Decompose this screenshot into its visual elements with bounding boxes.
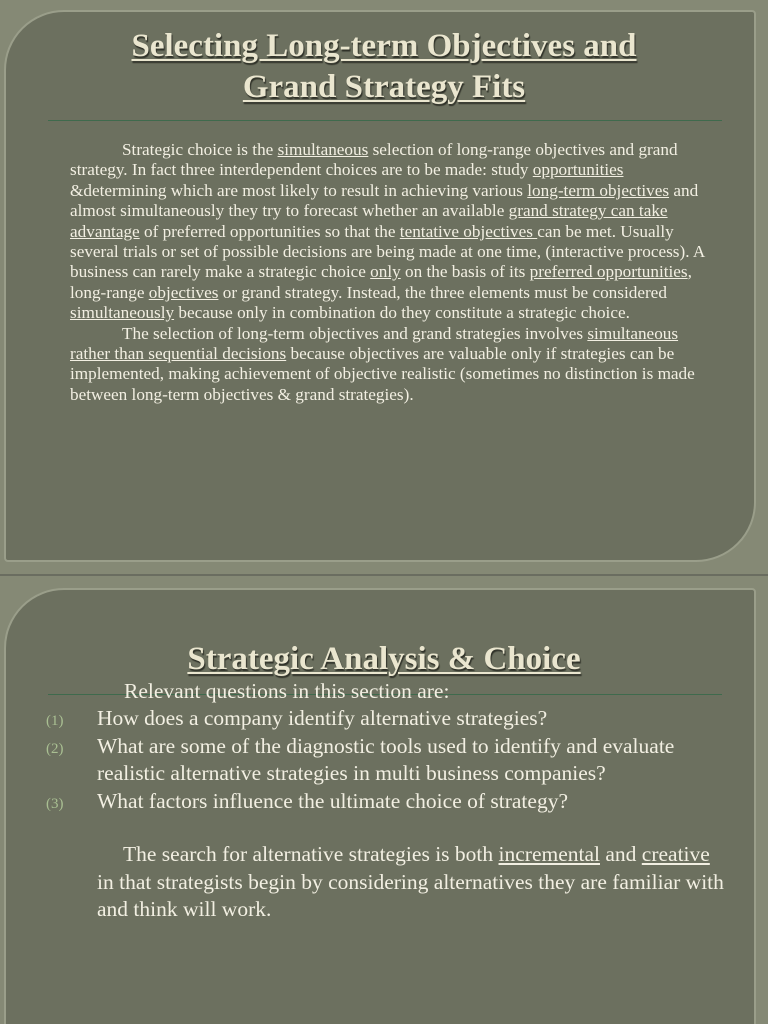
paragraph-1-text: of preferred opportunities so that the [139,221,400,241]
list-item-text: What factors influence the ultimate choice of strategy? [97,788,568,813]
paragraph-1-text: Strategic choice is the [122,140,278,159]
closing-underlined-text: creative [641,842,710,866]
closing-underlined-text: incremental [498,842,600,866]
paragraph-2-text: The selection of long-term objectives and grand strategies involves [122,323,588,343]
paragraph-1-underlined-text: objectives [148,282,219,302]
list-number: (1) [46,713,64,729]
paragraph-1-underlined-text: grand strategy can take advantage [70,201,668,241]
paragraph-1-text: because only in combination do they constitute a strategic choice. [174,303,630,323]
title-divider [48,120,722,121]
paragraph-1-underlined-text: opportunities [532,160,624,180]
paragraph-1-text: or grand strategy. Instead, the three elements must be considered [218,282,667,302]
closing-text: and [600,842,642,866]
list-number: (2) [46,740,64,757]
paragraph-2-text: because objectives are valuable only if strategies can be implemented, making achievement of objective realistic (sometimes no distinction is made between long-term objectives & grand strategies). [70,344,695,404]
paragraph-1-text: on the basis of its [400,262,530,282]
paragraph-1-text: and almost simultaneously they try to forecast whether an available [70,180,699,221]
closing-text: The search for alternative strategies is both [123,842,499,866]
paragraph-1-text: can be met. Usually several trials or set of possible decisions are being made at one time, (interactive process). A business can rarely make a strategic choice [70,221,705,282]
list-number: (3) [46,795,64,812]
closing-paragraph [97,841,727,924]
list-item [46,705,726,733]
slide-1-body [70,140,720,405]
list-item [46,788,726,816]
paragraph-2 [70,324,720,406]
paragraph-1-underlined-text: long-term objectives [527,180,670,200]
paragraph-1-underlined-text: only [370,262,401,282]
paragraph-1-underlined-text: preferred opportunities [529,262,688,282]
slide-1-title-line-2: Grand Strategy Fits [242,69,526,105]
closing-text: in that strategists begin by considering alternatives they are familiar with and think will work. [97,869,724,921]
questions-intro: Relevant questions in this section are: [124,679,450,703]
paragraph-1-text: , long-range [70,262,692,302]
paragraph-2-underlined-text: simultaneous rather than sequential decisions [70,323,679,364]
slide-1-title [0,26,768,108]
paragraph-1 [70,140,720,324]
paragraph-1-text: selection of long-range objectives and grand strategy. In fact three interdependent choices are to be made: study [70,140,678,180]
questions-list [46,705,726,815]
paragraph-1-underlined-text: simultaneously [70,303,175,323]
slide-1-title-line-1: Selecting Long-term Objectives and [131,28,637,64]
list-item-text: What are some of the diagnostic tools used to identify and evaluate realistic alternative strategies in multi business companies? [97,733,675,785]
list-item [46,733,726,788]
paragraph-1-underlined-text: tentative objectives [399,221,538,241]
slide-2 [0,576,768,1024]
slide-2-title: Strategic Analysis & Choice [187,641,581,677]
paragraph-1-underlined-text: simultaneous [277,140,369,159]
paragraph-1-text: &determining which are most likely to result in achieving various [70,180,528,200]
list-item-text: How does a company identify alternative strategies? [97,706,548,730]
